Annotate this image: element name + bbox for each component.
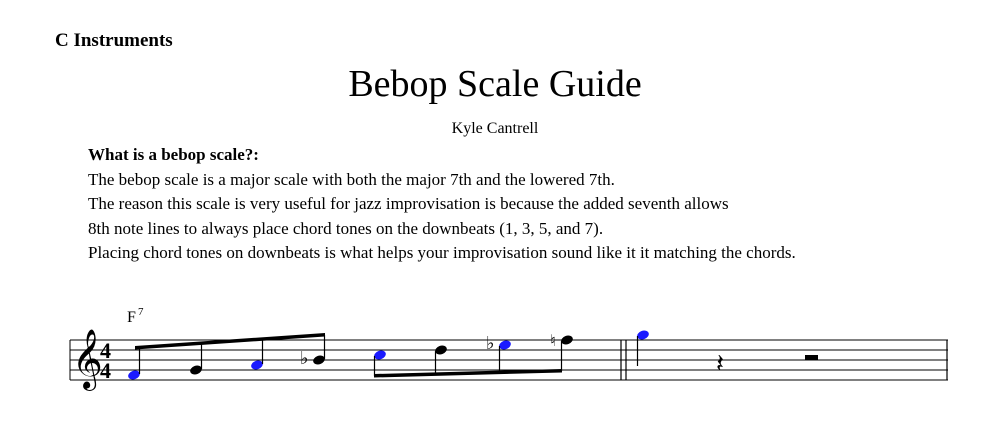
note-c5 [373, 349, 387, 376]
text-line-4: Placing chord tones on downbeats is what helps your improvisation sound like it it matching the chords. [88, 243, 796, 262]
text-line-3: 8th note lines to always place chord tones on the downbeats (1, 3, 5, and 7). [88, 218, 604, 238]
natural-icon: ♮ [550, 331, 556, 350]
note-eb5 [486, 333, 512, 373]
treble-clef-icon: 𝄞 [72, 329, 103, 389]
text-line-1: The bebop scale is a major scale with both the major 7th and the lowered 7th. [88, 169, 615, 189]
page-title: Bebop Scale Guide [348, 63, 642, 105]
flat-icon: ♭ [300, 348, 309, 369]
text-line-2: The reason this scale is very useful for jazz improvisation is because the added seventh allows [88, 194, 729, 213]
description-block [88, 143, 796, 266]
time-signature-bottom: 4 [100, 358, 111, 383]
instrument-label: C Instruments [55, 30, 173, 51]
chord-superscript: 7 [138, 306, 144, 318]
flat-icon: ♭ [486, 333, 495, 354]
composer-name: Kyle Cantrell [451, 120, 539, 137]
music-staff [0, 290, 1005, 400]
note-f4 [127, 348, 141, 381]
time-signature-top: 4 [100, 338, 111, 363]
chord-symbol: F [127, 309, 136, 326]
quarter-rest-icon: 𝄽 [716, 349, 724, 379]
note-a4 [250, 340, 264, 371]
beam-group-1 [135, 333, 325, 350]
half-rest-icon [805, 355, 818, 360]
note-e5 [550, 331, 574, 371]
section-heading: What is a bebop scale?: [88, 145, 259, 164]
